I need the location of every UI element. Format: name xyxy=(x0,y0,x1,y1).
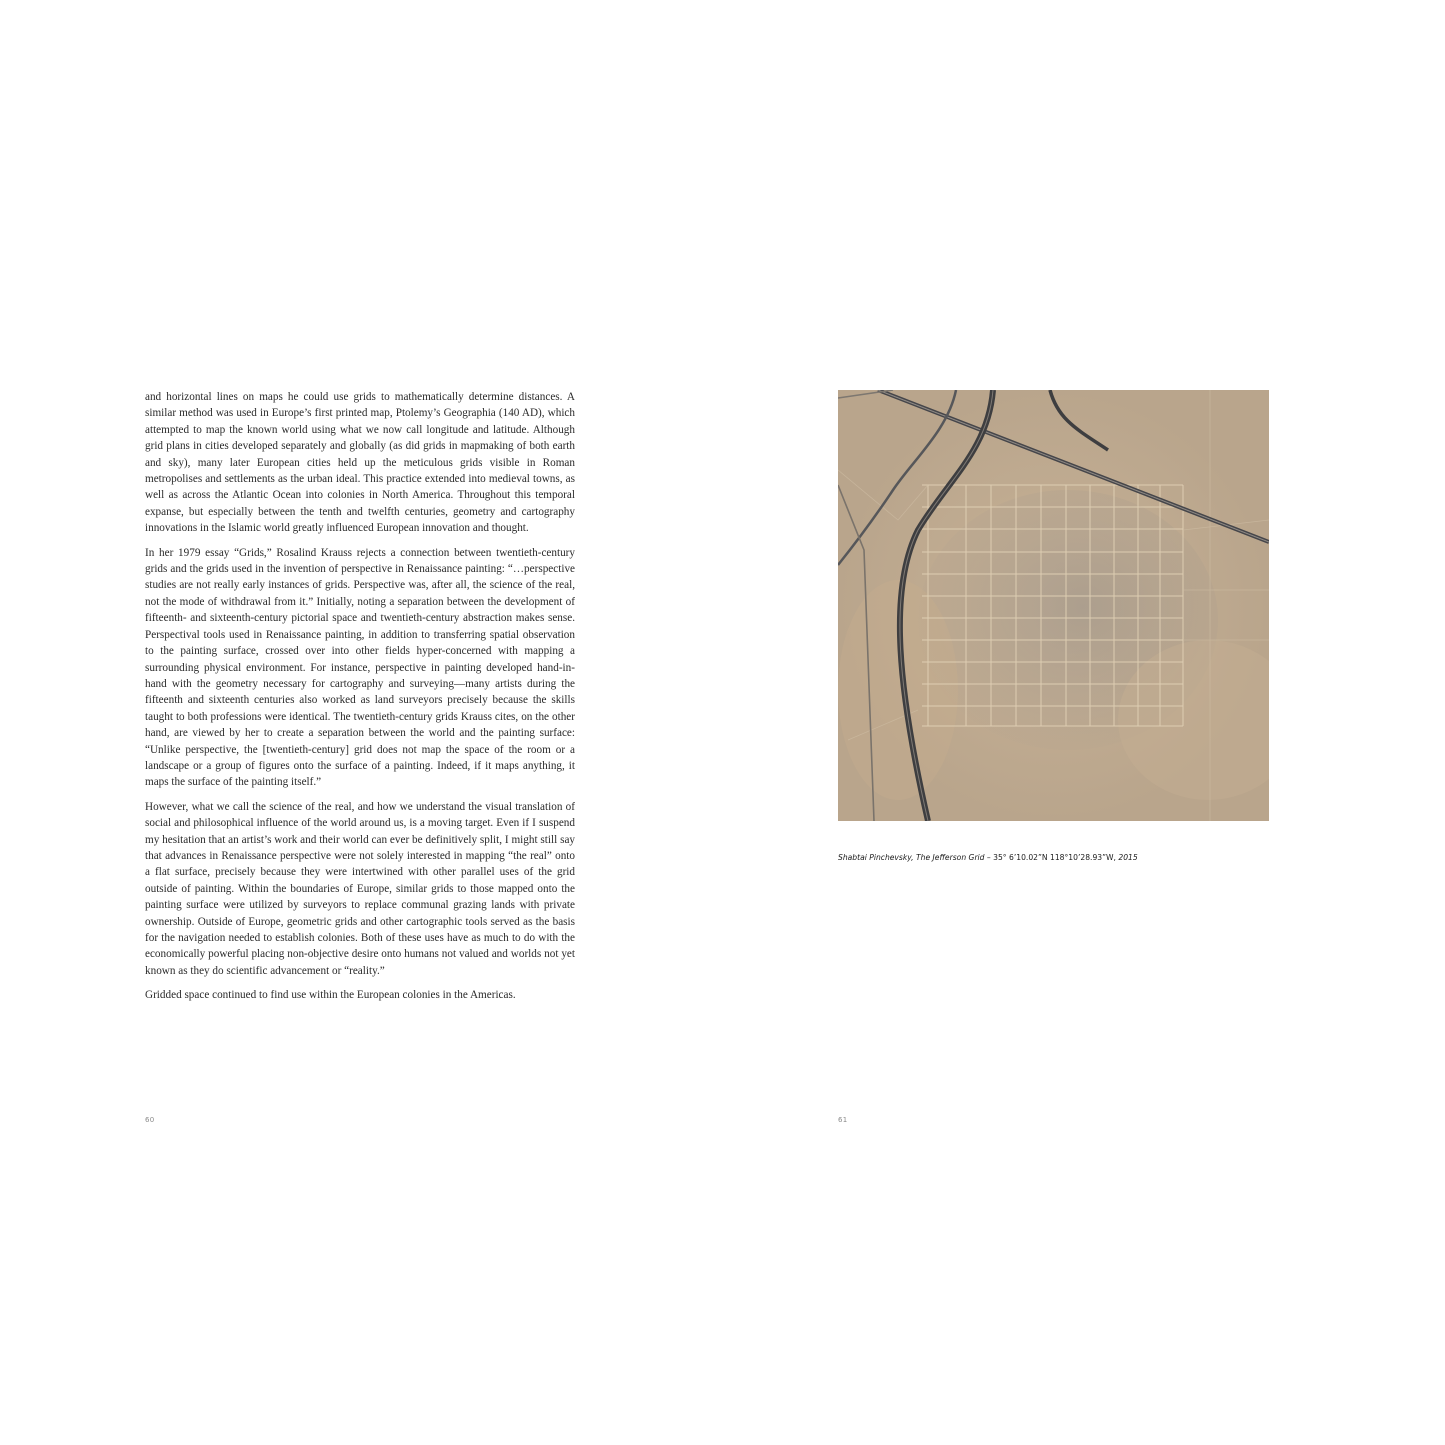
caption-artist-title: Shabtai Pinchevsky, The Jefferson Grid xyxy=(838,853,985,862)
left-page-body-text xyxy=(145,389,575,1012)
page-number-right: 61 xyxy=(838,1116,848,1124)
figure-caption xyxy=(838,853,1278,862)
paragraph-2: In her 1979 essay “Grids,” Rosalind Krauss rejects a connection between twentieth-century grids and the grids used in the invention of perspective in Renaissance painting: “…perspective studies are not really early instances of grids. Perspective was, after all, the science of the real, not the mode of withdrawal from it.” Initially, noting a separation between the development of fifteenth- and sixteenth-century pictorial space and twentieth-century abstraction makes sense. Perspectival tools used in Renaissance painting, in addition to transferring spatial observation to the painting surface, crossed over into other fields hyper-concerned with mapping a surrounding physical environment. For instance, perspective in painting developed hand-in-hand with the geometry necessary for cartography and surveying—many artists during the fifteenth and sixteenth centuries also worked as land surveyors precisely because the skills taught to both professions were identical. The twentieth-century grids Krauss cites, on the other hand, are viewed by her to create a separation between the world and the painting surface: “Unlike perspective, the [twentieth-century] grid does not map the space of the room or a landscape or a group of figures onto the surface of a painting. Indeed, if it maps anything, it maps the surface of the painting itself.” xyxy=(145,546,575,789)
jefferson-grid-image xyxy=(838,390,1269,821)
caption-year: 2015 xyxy=(1118,853,1138,862)
paragraph-3: However, what we call the science of the real, and how we understand the visual translation of social and philosophical influence of the world around us, is a moving target. Even if I suspend my hesitation that an artist’s work and their world can ever be definitively split, I might still say that advances in Renaissance perspective were not solely interested in mapping “the real” onto a flat surface, precisely because they were intertwined with other parallel uses of the grid outside of painting. Within the boundaries of Europe, similar grids to those mapped onto the painting surface were utilized by surveyors to replace communal grazing lands with private ownership. Outside of Europe, geometric grids and other cartographic tools served as the basis for the navigation needed to establish colonies. Both of these uses have as much to do with the economically powerful placing non-objective desire onto humans not valued and worlds not yet known as they do scientific advancement or “reality.” xyxy=(145,800,575,977)
paragraph-1: and horizontal lines on maps he could use grids to mathematically determine distances. A similar method was used in Europe’s first printed map, Ptolemy’s Geographia (140 AD), which attempted to map the known world using what we now call longitude and latitude. Although grid plans in cities developed separately and globally (as did grids in mapmaking of both earth and sky), many later European cities held up the meticulous grids visible in Roman metropolises and settlements as the urban ideal. This practice extended into medieval towns, as well as across the Atlantic Ocean into colonies in North America. Throughout this temporal expanse, but especially between the tenth and twelfth centuries, geometry and cartography innovations in the Islamic world greatly influenced European innovation and thought. xyxy=(145,391,575,535)
page-number-left: 60 xyxy=(145,1116,155,1124)
paragraph-4: Gridded space continued to find use within the European colonies in the Americas. xyxy=(145,989,516,1002)
aerial-photograph xyxy=(838,390,1269,821)
caption-coordinates: – 35° 6’10.02”N 118°10’28.93”W, xyxy=(984,853,1119,862)
